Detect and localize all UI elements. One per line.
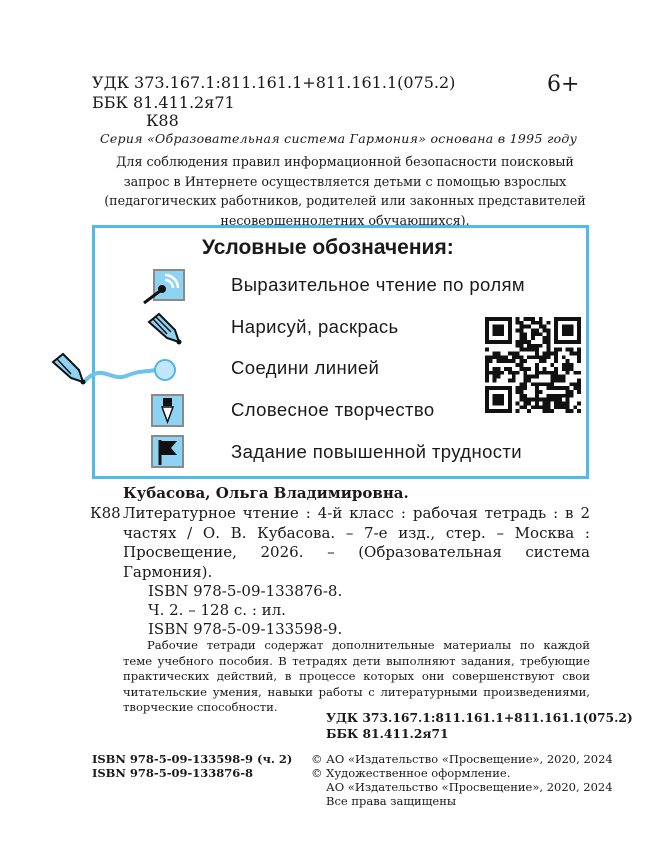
legend-item-advanced: Задание повышенной трудности [231,441,523,462]
legend-item-creative: Словесное творчество [231,399,435,420]
footer-isbn-part: ISBN 978-5-09-133598-9 (ч. 2) [92,752,293,766]
legend-title: Условные обозначения: [202,236,454,259]
author-mark: К88 [146,111,179,130]
footer-bbk: ББК 81.411.2я71 [326,726,449,741]
abstract: Рабочие тетради содержат дополнительные материалы по каждой теме учебного пособия. В тетрадях дети выполняют задания, требующие практических действий, в процессе которых они совершенствуют свои читательские умения, навыки работы с литературными произведениями, творческие способности. [123,638,590,714]
qr-code[interactable] [485,317,581,413]
catalog-isbn-part: ISBN 978-5-09-133598-9. [148,620,343,638]
series-note: Серия «Образовательная система Гармония» основана в 1995 году [100,131,578,146]
catalog-part: Ч. 2. – 128 с. : ил. [148,601,286,619]
copyright-design-owner: АО «Издательство «Просвещение», 2020, 2024 [326,780,613,794]
copyright-publisher: © АО «Издательство «Просвещение», 2020, 2024 [311,752,613,766]
catalog-description: Литературное чтение : 4-й класс : рабочая тетрадь : в 2 частях / О. В. Кубасова. – 7-е изд., стер. – Москва : Просвещение, 2026. – (Образовательная система Гармония). [123,504,590,581]
bbk-code: ББК 81.411.2я71 [92,93,235,112]
legend-item-connect: Соедини линией [231,357,380,378]
catalog-author: Кубасова, Ольга Владимировна. [123,484,409,502]
catalog-mark: К88 [90,504,121,522]
catalog-isbn-set: ISBN 978-5-09-133876-8. [148,582,343,600]
age-rating: 6+ [547,72,580,97]
fountain-pen-icon [151,394,185,428]
legend-box [92,225,589,479]
footer-udk: УДК 373.167.1:811.161.1+811.161.1(075.2) [326,710,633,725]
pencil-line-icon [51,352,181,388]
udk-code: УДК 373.167.1:811.161.1+811.161.1(075.2) [92,73,456,92]
microphone-icon [139,268,187,306]
copyright-design: © Художественное оформление. [311,766,511,780]
legend-item-role-reading: Выразительное чтение по ролям [231,274,526,295]
rights-reserved: Все права защищены [326,794,457,808]
flag-icon [151,435,185,469]
safety-notice: Для соблюдения правил информационной безопасности поисковый запрос в Интернете осуществляется детьми с помощью взрослых (педагогических работников, родителей или законных представителей несовершеннолетних обучающихся). [104,154,586,228]
pencil-icon [145,312,189,348]
legend-item-draw: Нарисуй, раскрась [231,316,399,337]
footer-isbn-full: ISBN 978-5-09-133876-8 [92,766,254,780]
